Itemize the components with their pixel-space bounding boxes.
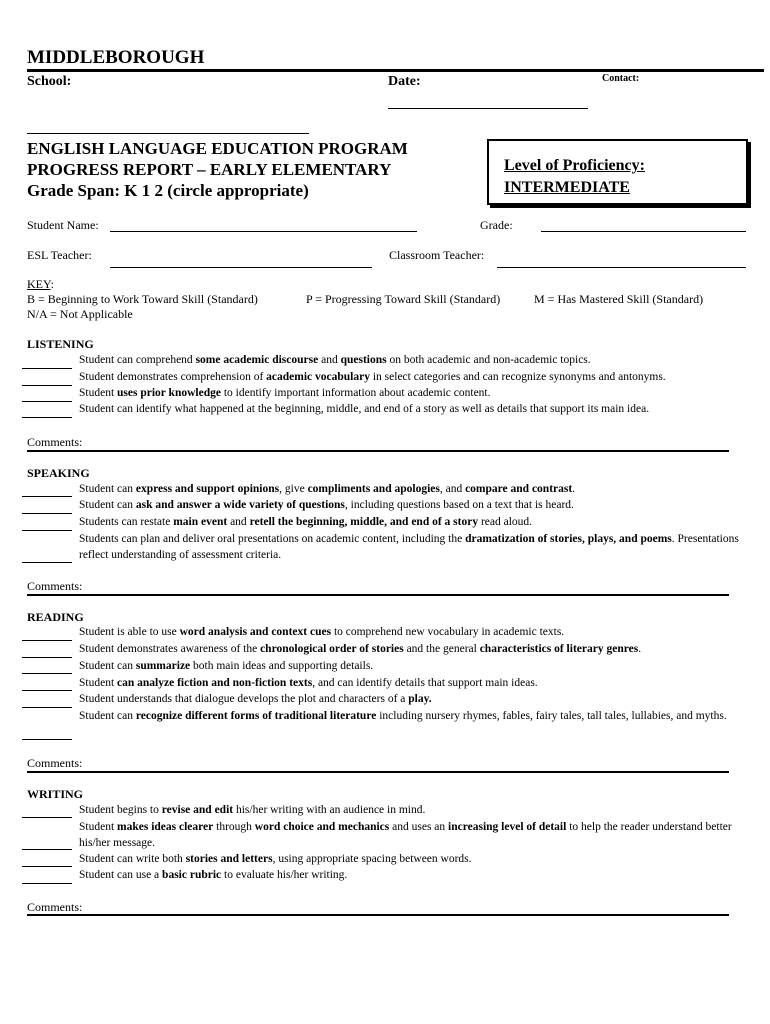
proficiency-value: INTERMEDIATE: [504, 179, 630, 196]
reading-item: Student demonstrates awareness of the chronological order of stories and the general characteristics of literary genres.: [79, 643, 642, 655]
contact-label: Contact:: [602, 73, 640, 84]
writing-score-blank[interactable]: [22, 849, 72, 850]
reading-item: Student understands that dialogue develops the plot and characters of a play.: [79, 693, 432, 705]
date-label: Date:: [388, 74, 421, 89]
reading-item: Student can summarize both main ideas and supporting details.: [79, 660, 374, 672]
proficiency-box: [487, 139, 748, 205]
speaking-score-blank[interactable]: [22, 513, 72, 514]
program-title: ENGLISH LANGUAGE EDUCATION PROGRAM: [27, 139, 408, 158]
key-title: KEY: [27, 277, 51, 291]
listening-comments-line[interactable]: [27, 450, 729, 452]
reading-comments-label: Comments:: [27, 756, 83, 770]
speaking-comments-label: Comments:: [27, 579, 83, 593]
header-rule: [27, 69, 764, 72]
classroom-teacher-label: Classroom Teacher:: [389, 248, 485, 262]
esl-teacher-field[interactable]: [110, 267, 372, 268]
reading-score-blank[interactable]: [22, 657, 72, 658]
listening-title: LISTENING: [27, 337, 94, 351]
writing-item: Student can use a basic rubric to evaluate his/her writing.: [79, 869, 348, 881]
writing-item: Student begins to revise and edit his/her writing with an audience in mind.: [79, 804, 426, 816]
program-heading: [27, 138, 408, 201]
listening-comments-label: Comments:: [27, 435, 83, 449]
program-line: [27, 133, 309, 134]
speaking-comments-line[interactable]: [27, 594, 729, 596]
writing-score-blank[interactable]: [22, 883, 72, 884]
grade-label: Grade:: [480, 218, 513, 232]
listening-item: Student uses prior knowledge to identify important information about academic content.: [79, 387, 491, 399]
reading-item: Student is able to use word analysis and context cues to comprehend new vocabulary in academic texts.: [79, 626, 565, 638]
key-legend: KEY: B = Beginning to Work Toward Skill (Standard) N/A = Not Applicable: [27, 277, 258, 321]
grade-field[interactable]: [541, 231, 746, 232]
report-title: PROGRESS REPORT – EARLY ELEMENTARY: [27, 160, 392, 179]
reading-score-blank[interactable]: [22, 690, 72, 691]
reading-title: READING: [27, 610, 84, 624]
reading-comments-line[interactable]: [27, 771, 729, 773]
listening-score-blank[interactable]: [22, 417, 72, 418]
writing-comments-label: Comments:: [27, 900, 83, 914]
date-field-line[interactable]: [388, 108, 588, 109]
key-p: P = Progressing Toward Skill (Standard): [306, 292, 501, 306]
classroom-teacher-field[interactable]: [497, 267, 746, 268]
school-label: School:: [27, 74, 72, 89]
speaking-score-blank[interactable]: [22, 530, 72, 531]
student-name-field[interactable]: [110, 231, 417, 232]
listening-score-blank[interactable]: [22, 385, 72, 386]
speaking-score-blank[interactable]: [22, 496, 72, 497]
grade-span: Grade Span: K 1 2 (circle appropriate): [27, 181, 309, 200]
esl-teacher-label: ESL Teacher:: [27, 248, 92, 262]
speaking-item: Students can plan and deliver oral presentations on academic content, including the dramatization of stories, plays, and poems. Presentations reflect understanding of assessment criteria.: [79, 533, 739, 561]
writing-item: Student can write both stories and letters, using appropriate spacing between words.: [79, 853, 472, 865]
writing-score-blank[interactable]: [22, 866, 72, 867]
proficiency-label: Level of Proficiency:: [504, 157, 645, 174]
listening-score-blank[interactable]: [22, 401, 72, 402]
speaking-item: Student can ask and answer a wide variety of questions, including questions based on a text that is heard.: [79, 499, 574, 511]
reading-score-blank[interactable]: [22, 707, 72, 708]
reading-item: Student can analyze fiction and non-fiction texts, and can identify details that support main ideas.: [79, 677, 538, 689]
speaking-item: Students can restate main event and retell the beginning, middle, and end of a story read aloud.: [79, 516, 533, 528]
listening-item: Student demonstrates comprehension of academic vocabulary in select categories and can recognize synonyms and antonyms.: [79, 371, 666, 383]
writing-score-blank[interactable]: [22, 817, 72, 818]
key-m: M = Has Mastered Skill (Standard): [534, 292, 704, 306]
reading-item: Student can recognize different forms of traditional literature including nursery rhymes, fables, fairy tales, tall tales, lullabies, and myths.: [79, 710, 727, 722]
writing-comments-line[interactable]: [27, 914, 729, 916]
reading-score-blank[interactable]: [22, 673, 72, 674]
page-title: MIDDLEBOROUGH: [27, 47, 205, 68]
listening-item: Student can identify what happened at the beginning, middle, and end of a story as well as details that support its main idea.: [79, 403, 650, 415]
listening-score-blank[interactable]: [22, 368, 72, 369]
reading-score-blank[interactable]: [22, 739, 72, 740]
key-na: N/A = Not Applicable: [27, 307, 133, 321]
writing-item: Student makes ideas clearer through word choice and mechanics and uses an increasing level of detail to help the reader understand better his/her message.: [79, 821, 732, 849]
speaking-title: SPEAKING: [27, 466, 90, 480]
speaking-score-blank[interactable]: [22, 562, 72, 563]
writing-title: WRITING: [27, 787, 84, 801]
listening-item: Student can comprehend some academic discourse and questions on both academic and non-academic topics.: [79, 354, 591, 366]
student-name-label: Student Name:: [27, 218, 99, 232]
key-b: B = Beginning to Work Toward Skill (Standard): [27, 292, 258, 306]
reading-score-blank[interactable]: [22, 640, 72, 641]
speaking-item: Student can express and support opinions, give compliments and apologies, and compare and contrast.: [79, 483, 576, 495]
